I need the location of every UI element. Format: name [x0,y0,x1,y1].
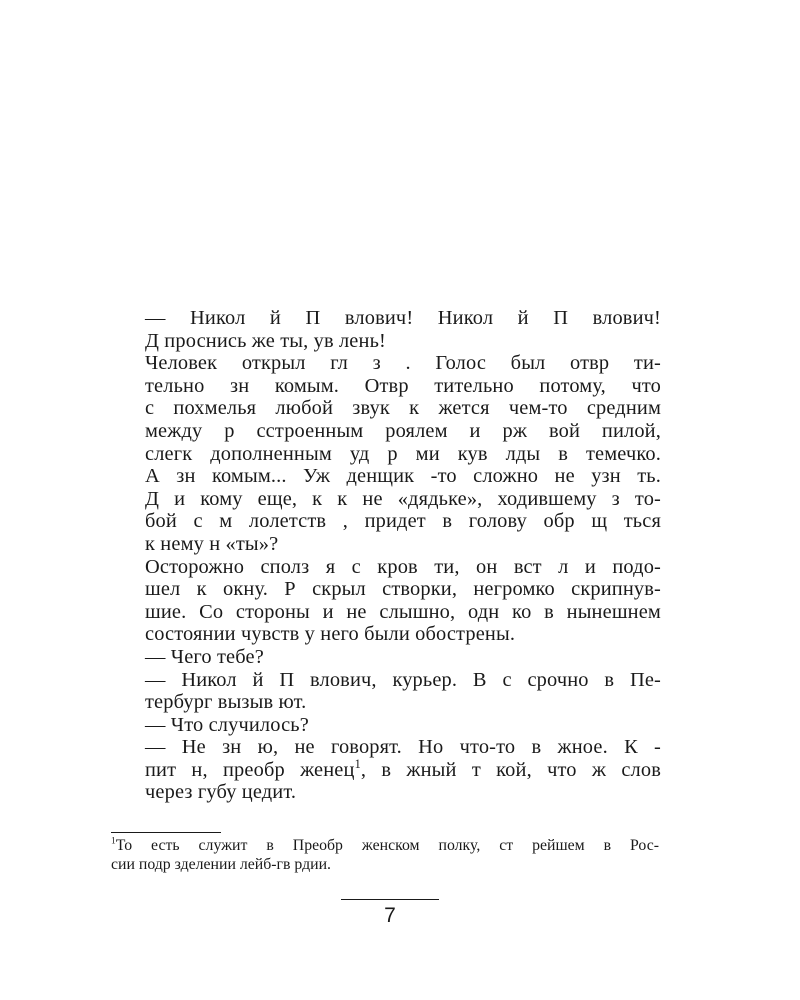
text-line: тербург вызыв ют. [145,691,307,714]
text-line: шел к окну. Р скрыл створки, негромко скрипнув- [145,578,661,601]
text-line [111,759,661,782]
text-line: А зн комым... Уж денщик -то сложно не узн ть. [145,465,661,488]
text-fragment: , в жный т кой, что ж слов [360,758,661,781]
text-line: — Никол й П влович! Никол й П влович! [145,307,661,329]
footnote-marker: 1 [111,836,116,847]
text-line: — Никол й П влович, курьер. В с срочно в Пе- [145,668,661,691]
footnote-reference[interactable]: 1 [354,757,361,772]
main-text [111,307,661,804]
paragraph [111,714,661,737]
text-line: к нему н «ты»? [145,532,279,555]
text-fragment: пит н, преобр женец [145,758,355,781]
page-number-rule [341,899,439,900]
page-number: 7 [384,904,396,927]
paragraph [111,307,661,352]
footnote [111,836,659,874]
text-line: — Не зн ю, не говорят. Но что-то в жное. К - [145,736,661,759]
paragraph [111,646,661,669]
paragraph [111,669,661,714]
text-line: Осторожно сполз я с кров ти, он вст л и подо- [145,555,661,578]
text-line: — Что случилось? [145,713,309,736]
footnote-separator [111,832,221,833]
text-line: бой с м лолетств , придет в голову обр щ ться [145,510,661,533]
text-line: Человек открыл гл з . Голос был отвр ти- [145,352,661,375]
text-line: состоянии чувств у него были обострены. [145,623,516,646]
text-line: тельно зн комым. Отвр тительно потому, что [145,374,661,397]
paragraph [111,736,661,804]
text-line: через губу цедит. [145,781,297,804]
text-line: слегк дополненным уд р ми кув лды в темечко. [145,442,661,465]
paragraph [111,352,661,555]
text-line: с похмелья любой звук к жется чем-то средним [145,397,661,420]
text-line: Д проснись же ты, ув лень! [145,329,386,352]
text-line: — Чего тебе? [145,645,264,668]
text-line: между р сстроенным роялем и рж вой пилой, [145,419,661,442]
footnote-text: То есть служит в Преобр женском полку, ст рейшем в Рос- [115,837,659,854]
footnote-line: сии подр зделении лейб-гв рдии. [111,856,331,873]
text-line: Д и кому еще, к к не «дядьке», ходившему з то- [145,487,661,510]
text-line: шие. Со стороны и не слышно, одн ко в нынешнем [145,600,661,623]
paragraph [111,556,661,646]
footnote-line [111,836,659,855]
